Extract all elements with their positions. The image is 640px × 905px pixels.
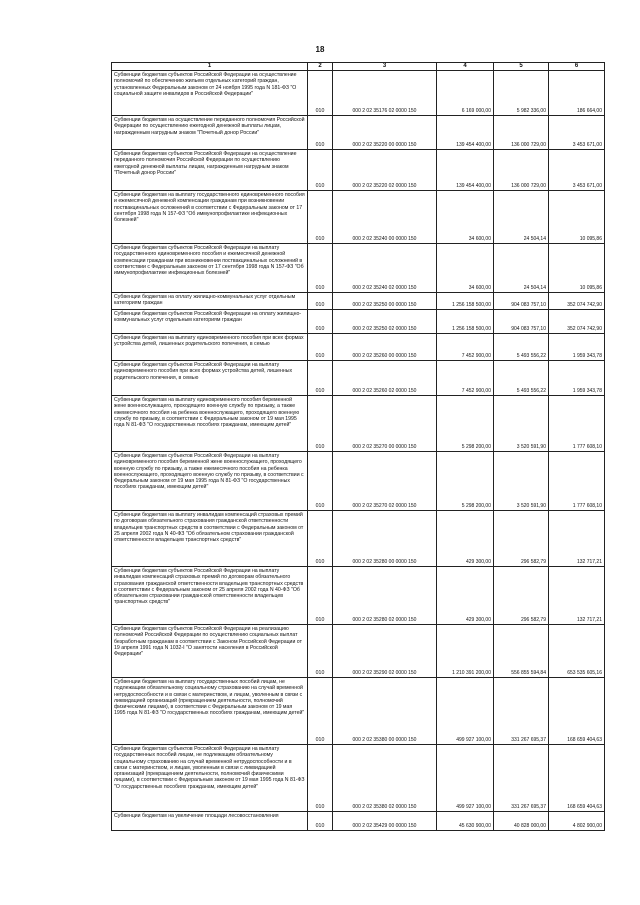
header-cell: 5	[494, 63, 549, 71]
row-executed-amount: 3 520 591,90	[494, 452, 549, 511]
table-row	[112, 334, 605, 361]
row-description: Субвенции бюджетам субъектов Российской Федерации на осуществление полномочий по обеспечению жильем отдельных категорий граждан, установленных Федеральным законом от 24 ноября 1995 года N 181-ФЗ "О социальной защите инвалидов в Российской Федерации"	[112, 71, 308, 116]
row-description: Субвенции бюджетам субъектов Российской Федерации на реализацию полномочий Российской Федерации по осуществлению социальных выплат безработным гражданам в соответствии с Законом Российской Федерации от 19 апреля 1991 года N 1032-I "О занятости населения в Российской Федерации"	[112, 625, 308, 678]
row-approved-amount: 1 256 158 500,00	[437, 293, 494, 310]
row-line-code: 010	[308, 396, 333, 452]
header-cell: 1	[112, 63, 308, 71]
row-remaining-amount: 1 959 343,78	[549, 334, 605, 361]
row-description: Субвенции бюджетам субъектов Российской Федерации на осуществление переданного полномочия Российской Федерации по осуществлению ежегодной денежной выплаты лицам, награжденным нагрудным знаком "Почетный донор России"	[112, 150, 308, 191]
row-description: Субвенции бюджетам на оплату жилищно-коммунальных услуг отдельным категориям граждан	[112, 293, 308, 310]
row-approved-amount: 7 452 900,00	[437, 361, 494, 396]
row-approved-amount: 139 454 400,00	[437, 150, 494, 191]
row-approved-amount: 6 169 000,00	[437, 71, 494, 116]
row-description: Субвенции бюджетам субъектов Российской Федерации на выплату государственного единовременного пособия и ежемесячной денежной компенсации гражданам при возникновении поствакцинальных осложнений в соответствии с Федеральным законом от 17 сентября 1998 года N 157-ФЗ "Об иммунопрофилактике инфекционных болезней"	[112, 244, 308, 293]
row-line-code: 010	[308, 334, 333, 361]
row-remaining-amount: 3 453 671,00	[549, 116, 605, 150]
row-executed-amount: 331 267 695,37	[494, 678, 549, 745]
row-line-code: 010	[308, 452, 333, 511]
report-table	[111, 62, 605, 831]
row-approved-amount: 429 300,00	[437, 567, 494, 625]
row-executed-amount: 296 582,79	[494, 511, 549, 567]
table-row	[112, 71, 605, 116]
row-line-code: 010	[308, 310, 333, 334]
table-row	[112, 310, 605, 334]
row-executed-amount: 40 828 000,00	[494, 812, 549, 831]
row-budget-code: 000 2 02 35260 00 0000 150	[333, 334, 437, 361]
row-line-code: 010	[308, 150, 333, 191]
row-description: Субвенции бюджетам субъектов Российской Федерации на выплату единовременного пособия при всех формах устройства детей, лишенных родительского попечения, в семью	[112, 361, 308, 396]
row-executed-amount: 331 267 695,37	[494, 745, 549, 812]
row-description: Субвенции бюджетам субъектов Российской Федерации на оплату жилищно-коммунальных услуг отдельным категориям граждан	[112, 310, 308, 334]
table-row	[112, 293, 605, 310]
table-row	[112, 511, 605, 567]
row-description: Субвенции бюджетам на выплату единовременного пособия беременной жене военнослужащего, проходящего военную службу по призыву, а также ежемесячного пособия на ребенка военнослужащего, проходящего военную службу по призыву, в соответствии с Федеральным законом от 19 мая 1995 года N 81-ФЗ "О государственных пособиях гражданам, имеющим детей"	[112, 396, 308, 452]
table-row	[112, 625, 605, 678]
row-executed-amount: 136 000 729,00	[494, 116, 549, 150]
table-row	[112, 116, 605, 150]
header-cell: 6	[549, 63, 605, 71]
header-cell: 2	[308, 63, 333, 71]
row-budget-code: 000 2 02 35290 02 0000 150	[333, 625, 437, 678]
row-line-code: 010	[308, 293, 333, 310]
row-description: Субвенции бюджетам субъектов Российской Федерации на выплату единовременного пособия беременной жене военнослужащего, проходящего военную службу по призыву, а также ежемесячного пособия на ребенка военнослужащего, проходящего военную службу по призыву, в соответствии с Федеральным законом от 19 мая 1995 года N 81-ФЗ "О государственных пособиях гражданам, имеющим детей"	[112, 452, 308, 511]
row-description: Субвенции бюджетам на осуществление переданного полномочия Российской Федерации по осуществлению ежегодной денежной выплаты лицам, награжденным нагрудным знаком "Почетный донор России"	[112, 116, 308, 150]
row-budget-code: 000 2 02 35240 00 0000 150	[333, 191, 437, 244]
table-header	[112, 63, 605, 71]
row-remaining-amount: 132 717,21	[549, 511, 605, 567]
row-description: Субвенции бюджетам на выплату государственного единовременного пособия и ежемесячной денежной компенсации гражданам при возникновении поствакцинальных осложнений в соответствии с Федеральным законом от 17 сентября 1998 года N 157-ФЗ "Об иммунопрофилактике инфекционных болезней"	[112, 191, 308, 244]
row-remaining-amount: 1 777 608,10	[549, 396, 605, 452]
row-approved-amount: 499 927 100,00	[437, 745, 494, 812]
row-budget-code: 000 2 02 35270 02 0000 150	[333, 452, 437, 511]
row-executed-amount: 24 504,14	[494, 244, 549, 293]
row-line-code: 010	[308, 567, 333, 625]
row-remaining-amount: 1 777 608,10	[549, 452, 605, 511]
page-number: 18	[315, 45, 325, 54]
row-line-code: 010	[308, 511, 333, 567]
row-budget-code: 000 2 02 35270 00 0000 150	[333, 396, 437, 452]
table-row	[112, 396, 605, 452]
row-executed-amount: 904 083 757,10	[494, 293, 549, 310]
row-remaining-amount: 10 095,86	[549, 191, 605, 244]
row-line-code: 010	[308, 745, 333, 812]
row-approved-amount: 1 256 158 500,00	[437, 310, 494, 334]
row-approved-amount: 5 298 200,00	[437, 452, 494, 511]
row-line-code: 010	[308, 361, 333, 396]
row-remaining-amount: 653 535 605,16	[549, 625, 605, 678]
row-approved-amount: 499 927 100,00	[437, 678, 494, 745]
row-approved-amount: 5 298 200,00	[437, 396, 494, 452]
row-executed-amount: 556 855 594,84	[494, 625, 549, 678]
header-cell: 4	[437, 63, 494, 71]
row-budget-code: 000 2 02 35280 00 0000 150	[333, 511, 437, 567]
row-description: Субвенции бюджетам на выплату государственных пособий лицам, не подлежащим обязательному социальному страхованию на случай временной нетрудоспособности и в связи с материнством, и лицам, уволенным в связи с ликвидацией организаций (прекращением деятельности, полномочий физическими лицами), в соответствии с Федеральным законом от 19 мая 1995 года N 81-ФЗ "О государственных пособиях гражданам, имеющим детей"	[112, 678, 308, 745]
row-line-code: 010	[308, 678, 333, 745]
table-row	[112, 150, 605, 191]
row-description: Субвенции бюджетам на выплату инвалидам компенсаций страховых премий по договорам обязательного страхования гражданской ответственности владельцев транспортных средств в соответствии с Федеральным законом от 25 апреля 2002 года N 40-ФЗ "Об обязательном страховании гражданской ответственности владельцев транспортных средств"	[112, 511, 308, 567]
row-remaining-amount: 1 959 343,78	[549, 361, 605, 396]
row-executed-amount: 3 520 591,90	[494, 396, 549, 452]
row-line-code: 010	[308, 244, 333, 293]
row-executed-amount: 5 982 336,00	[494, 71, 549, 116]
row-budget-code: 000 2 02 35176 02 0000 150	[333, 71, 437, 116]
row-remaining-amount: 3 453 671,00	[549, 150, 605, 191]
header-cell: 3	[333, 63, 437, 71]
table-row	[112, 361, 605, 396]
row-executed-amount: 136 000 729,00	[494, 150, 549, 191]
row-remaining-amount: 352 074 742,90	[549, 293, 605, 310]
table-row	[112, 678, 605, 745]
row-remaining-amount: 352 074 742,90	[549, 310, 605, 334]
row-budget-code: 000 2 02 35250 02 0000 150	[333, 310, 437, 334]
row-remaining-amount: 186 664,00	[549, 71, 605, 116]
table-row	[112, 244, 605, 293]
row-line-code: 010	[308, 116, 333, 150]
row-budget-code: 000 2 02 35380 02 0000 150	[333, 745, 437, 812]
table-row	[112, 191, 605, 244]
row-remaining-amount: 168 659 404,63	[549, 678, 605, 745]
row-budget-code: 000 2 02 35250 00 0000 150	[333, 293, 437, 310]
row-executed-amount: 24 504,14	[494, 191, 549, 244]
row-approved-amount: 34 600,00	[437, 191, 494, 244]
table-row	[112, 452, 605, 511]
row-line-code: 010	[308, 71, 333, 116]
row-line-code: 010	[308, 191, 333, 244]
row-approved-amount: 7 452 900,00	[437, 334, 494, 361]
row-budget-code: 000 2 02 35220 00 0000 150	[333, 116, 437, 150]
row-remaining-amount: 4 802 900,00	[549, 812, 605, 831]
row-budget-code: 000 2 02 35429 00 0000 150	[333, 812, 437, 831]
row-budget-code: 000 2 02 35260 02 0000 150	[333, 361, 437, 396]
row-budget-code: 000 2 02 35380 00 0000 150	[333, 678, 437, 745]
table-row	[112, 567, 605, 625]
table-body	[112, 71, 605, 831]
row-approved-amount: 34 600,00	[437, 244, 494, 293]
row-remaining-amount: 132 717,21	[549, 567, 605, 625]
header-row	[112, 63, 605, 71]
row-approved-amount: 45 630 900,00	[437, 812, 494, 831]
row-remaining-amount: 168 659 404,63	[549, 745, 605, 812]
row-approved-amount: 429 300,00	[437, 511, 494, 567]
row-description: Субвенции бюджетам на выплату единовременного пособия при всех формах устройства детей, лишенных родительского попечения, в семью	[112, 334, 308, 361]
row-executed-amount: 5 493 556,22	[494, 334, 549, 361]
row-executed-amount: 5 493 556,22	[494, 361, 549, 396]
row-line-code: 010	[308, 625, 333, 678]
row-executed-amount: 904 083 757,10	[494, 310, 549, 334]
row-remaining-amount: 10 095,86	[549, 244, 605, 293]
table-row	[112, 745, 605, 812]
row-budget-code: 000 2 02 35280 02 0000 150	[333, 567, 437, 625]
row-line-code: 010	[308, 812, 333, 831]
row-description: Субвенции бюджетам на увеличение площади лесовосстановления	[112, 812, 308, 831]
row-description: Субвенции бюджетам субъектов Российской Федерации на выплату инвалидам компенсаций страховых премий по договорам обязательного страхования гражданской ответственности владельцев транспортных средств в соответствии с Федеральным законом от 25 апреля 2002 года N 40-ФЗ "Об обязательном страховании гражданской ответственности владельцев транспортных средств"	[112, 567, 308, 625]
row-executed-amount: 296 582,79	[494, 567, 549, 625]
row-approved-amount: 139 454 400,00	[437, 116, 494, 150]
row-budget-code: 000 2 02 35240 02 0000 150	[333, 244, 437, 293]
row-approved-amount: 1 210 391 200,00	[437, 625, 494, 678]
table-row	[112, 812, 605, 831]
row-description: Субвенции бюджетам субъектов Российской Федерации на выплату государственных пособий лицам, не подлежащим обязательному социальному страхованию на случай временной нетрудоспособности и в связи с материнством, и лицам, уволенным в связи с ликвидацией организаций (прекращением деятельности, полномочий физическими лицами), в соответствии с Федеральным законом от 19 мая 1995 года N 81-ФЗ "О государственных пособиях гражданам, имеющим детей"	[112, 745, 308, 812]
row-budget-code: 000 2 02 35220 02 0000 150	[333, 150, 437, 191]
